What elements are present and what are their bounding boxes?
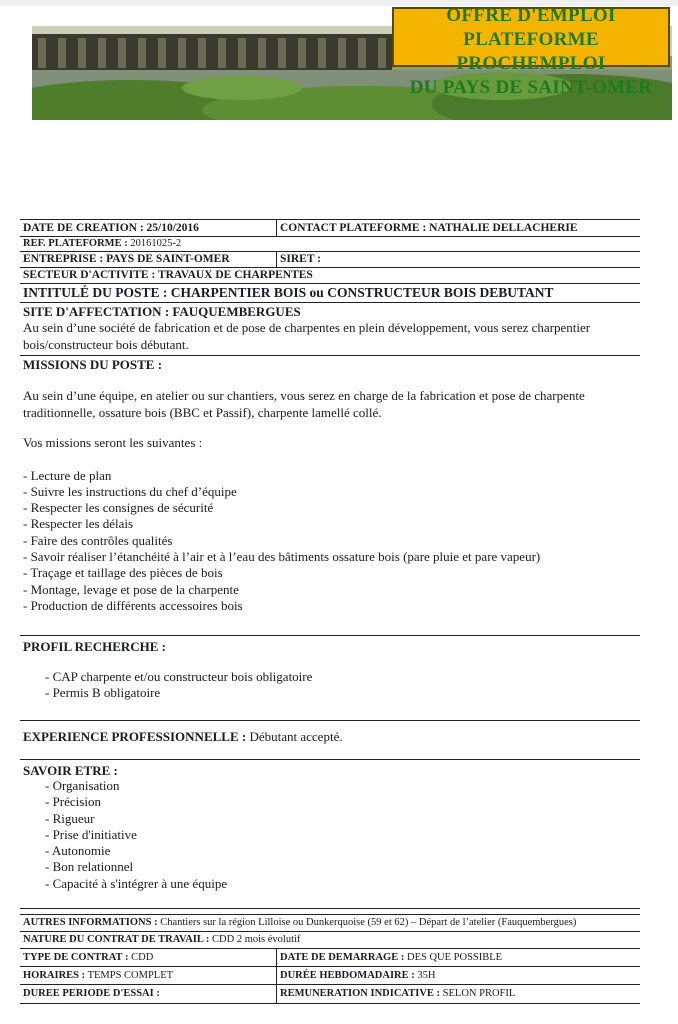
entreprise: ENTREPRISE : PAYS DE SAINT-OMER bbox=[23, 253, 230, 265]
mission-item: - Production de différents accessoires bois bbox=[23, 597, 243, 613]
mission-item: - Traçage et taillage des pièces de bois bbox=[23, 565, 223, 581]
savoir-item: - Bon relationnel bbox=[45, 859, 134, 875]
experience bbox=[20, 729, 640, 746]
type-value: CDD bbox=[128, 952, 154, 963]
savoir-item: - Précision bbox=[45, 794, 101, 810]
ref-value: 20161025-2 bbox=[127, 238, 182, 249]
nature-contrat bbox=[20, 932, 640, 948]
mission-item: - Lecture de plan bbox=[23, 467, 112, 483]
missions-lead: Vos missions seront les suivantes : bbox=[23, 435, 203, 450]
autres-informations bbox=[20, 915, 640, 931]
site-description: Au sein d’une société de fabrication et de pose de charpentes en plein développement, vous serez charpentier bois/constructeur bois débutant. bbox=[23, 320, 591, 352]
type-label: TYPE DE CONTRAT : bbox=[23, 952, 129, 963]
contact-plateforme: CONTACT PLATEFORME : NATHALIE DELLACHERIE bbox=[276, 220, 640, 236]
savoir-item: - Rigueur bbox=[45, 810, 95, 826]
mission-item: - Respecter les délais bbox=[23, 516, 134, 532]
savoir-list bbox=[20, 778, 640, 892]
savoir-item: - Capacité à s'intégrer à une équipe bbox=[45, 875, 228, 891]
periode-essai: DUREE PERIODE D'ESSAI : bbox=[23, 988, 160, 999]
type-contrat bbox=[20, 949, 276, 966]
row-site bbox=[20, 303, 640, 356]
secteur-activite: SECTEUR D'ACTIVITE : TRAVAUX DE CHARPENTES bbox=[23, 269, 313, 281]
job-offer-document bbox=[20, 219, 640, 1004]
horaires-value: TEMPS COMPLET bbox=[85, 970, 174, 981]
date-demarrage bbox=[276, 949, 640, 966]
profil-title: PROFIL RECHERCHE : bbox=[23, 639, 167, 654]
nature-value: CDD 2 mois évolutif bbox=[209, 934, 301, 945]
savoir-item: - Prise d'initiative bbox=[45, 826, 137, 842]
row-date-contact bbox=[20, 219, 640, 237]
mission-item: - Savoir réaliser l’étanchéité à l’air et à l’eau des bâtiments ossature bois (pare pluie et pare vapeur) bbox=[23, 548, 541, 564]
profil-item: - CAP charpente et/ou constructeur bois obligatoire bbox=[45, 669, 313, 684]
intitule-poste: INTITULÉ DU POSTE : CHARPENTIER BOIS ou CONSTRUCTEUR BOIS DEBUTANT bbox=[23, 285, 554, 300]
missions-title: MISSIONS DU POSTE : bbox=[23, 357, 163, 372]
row-autres bbox=[20, 914, 640, 932]
savoir-item: - Autonomie bbox=[45, 843, 111, 859]
remu-label: REMUNERATION INDICATIVE : bbox=[280, 988, 441, 999]
banner-line-1: OFFRE D'EMPLOI bbox=[446, 5, 616, 26]
row-type-demarrage bbox=[20, 949, 640, 967]
duree-value: 35H bbox=[414, 970, 436, 981]
row-essai-remuneration bbox=[20, 985, 640, 1004]
row-nature bbox=[20, 932, 640, 949]
ref-plateforme bbox=[20, 237, 640, 251]
mission-item: - Montage, levage et pose de la charpente bbox=[23, 581, 239, 597]
mission-item: - Suivre les instructions du chef d’équipe bbox=[23, 483, 237, 499]
savoir-item: - Organisation bbox=[45, 778, 120, 793]
nature-label: NATURE DU CONTRAT DE TRAVAIL : bbox=[23, 934, 210, 945]
remu-value: SELON PROFIL bbox=[440, 988, 516, 999]
row-entreprise bbox=[20, 252, 640, 268]
experience-label: EXPERIENCE PROFESSIONNELLE : bbox=[23, 729, 247, 744]
ref-label: REF. PLATEFORME : bbox=[23, 238, 128, 249]
experience-value: Débutant accepté. bbox=[246, 729, 343, 744]
site-affectation: SITE D'AFFECTATION : FAUQUEMBERGUES bbox=[23, 304, 301, 319]
demarrage-value: DES QUE POSSIBLE bbox=[404, 952, 503, 963]
mission-item: - Faire des contrôles qualités bbox=[23, 532, 173, 548]
mission-item: - Respecter les consignes de sécurité bbox=[23, 500, 214, 516]
profil-item: - Permis B obligatoire bbox=[45, 685, 161, 701]
siret: SIRET : bbox=[276, 252, 640, 267]
date-creation: DATE DE CREATION : 25/10/2016 bbox=[23, 222, 199, 234]
duree-label: DURÉE HEBDOMADAIRE : bbox=[280, 970, 415, 981]
demarrage-label: DATE DE DEMARRAGE : bbox=[280, 952, 405, 963]
missions-intro: Au sein d’une équipe, en atelier ou sur chantiers, vous serez en charge de la fabrication et pose de charpente traditionnelle, ossature bois (BBC et Passif), charpente lamellé collé. bbox=[23, 388, 585, 420]
section-profil bbox=[20, 636, 640, 721]
section-missions bbox=[20, 356, 640, 636]
horaires-label: HORAIRES : bbox=[23, 970, 86, 981]
section-experience bbox=[20, 721, 640, 760]
profil-list bbox=[20, 669, 640, 702]
row-ref bbox=[20, 237, 640, 252]
autres-value: Chantiers sur la région Lilloise ou Dunkerquoise (59 et 62) – Départ de l’atelier (Fauquembergues) bbox=[157, 917, 577, 928]
section-savoir-etre bbox=[20, 760, 640, 909]
row-horaires-duree bbox=[20, 967, 640, 985]
banner-line-2: PLATEFORME bbox=[463, 29, 599, 50]
autres-label: AUTRES INFORMATIONS : bbox=[23, 917, 158, 928]
horaires bbox=[20, 967, 276, 984]
banner-line-3: PROCHEMPLOI bbox=[456, 53, 606, 74]
remuneration bbox=[276, 985, 640, 1003]
missions-list bbox=[20, 468, 640, 615]
row-secteur bbox=[20, 268, 640, 284]
duree-hebdomadaire bbox=[276, 967, 640, 984]
row-intitule bbox=[20, 284, 640, 303]
savoir-title: SAVOIR ETRE : bbox=[23, 763, 118, 778]
banner-line-4: DU PAYS DE SAINT-OMER bbox=[409, 77, 653, 98]
